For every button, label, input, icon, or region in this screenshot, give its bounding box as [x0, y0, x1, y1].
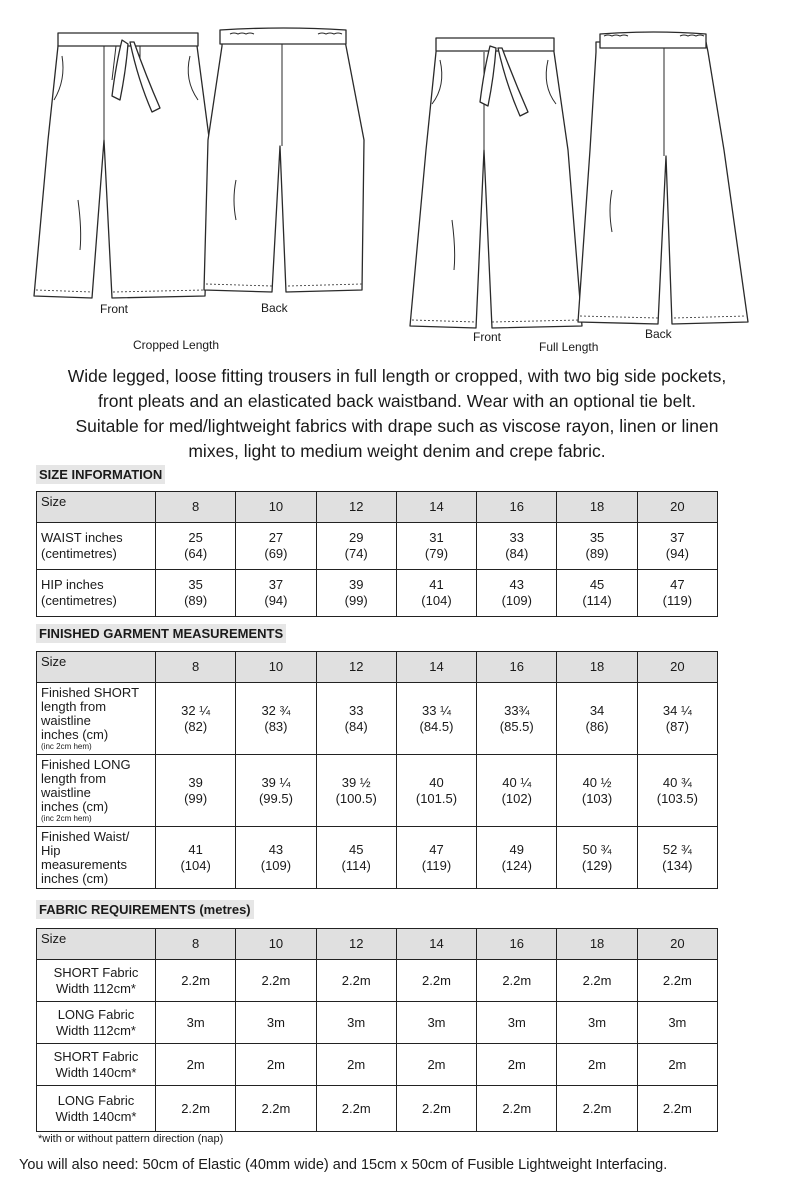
table-cell: 47 (119) — [396, 827, 476, 889]
table-cell: 3m — [316, 1002, 396, 1044]
table-cell: 41 (104) — [156, 827, 236, 889]
table-row — [37, 960, 718, 1002]
table-cell: 2.2m — [477, 960, 557, 1002]
row-label: Finished SHORT length from waistline inches (cm) (inc 2cm hem) — [37, 683, 156, 755]
table-cell: 3m — [156, 1002, 236, 1044]
full-back-caption: Back — [645, 327, 672, 341]
row-label: HIP inches (centimetres) — [37, 570, 156, 617]
full-length-caption: Full Length — [539, 340, 599, 354]
header-label: Size — [37, 492, 156, 523]
table-cell: 33 (84) — [477, 523, 557, 570]
full-front-caption: Front — [473, 330, 502, 344]
row-label: LONG Fabric Width 140cm* — [37, 1086, 156, 1132]
size-header: 8 — [156, 652, 236, 683]
size-header: 14 — [396, 492, 476, 523]
table-cell: 2m — [316, 1044, 396, 1086]
full-front-drawing — [410, 38, 582, 328]
size-header: 18 — [557, 652, 637, 683]
cropped-front-caption: Front — [100, 302, 129, 316]
table-cell: 34 ¼ (87) — [637, 683, 717, 755]
table-cell: 2.2m — [316, 1086, 396, 1132]
size-header: 12 — [316, 652, 396, 683]
header-label: Size — [37, 929, 156, 960]
table-cell: 34 (86) — [557, 683, 637, 755]
row-label: LONG Fabric Width 112cm* — [37, 1002, 156, 1044]
fabric-footnote: *with or without pattern direction (nap) — [38, 1133, 224, 1145]
row-label: Finished LONG length from waistline inches (cm) (inc 2cm hem) — [37, 755, 156, 827]
table-cell: 3m — [557, 1002, 637, 1044]
table-row — [37, 1086, 718, 1132]
table-header-row — [37, 652, 718, 683]
table-cell: 2.2m — [557, 1086, 637, 1132]
table-row — [37, 1044, 718, 1086]
table-cell: 45 (114) — [316, 827, 396, 889]
row-label: Finished Waist/ Hip measurements inches (cm) — [37, 827, 156, 889]
size-header: 20 — [637, 929, 717, 960]
table-cell: 41 (104) — [396, 570, 476, 617]
table-cell: 2.2m — [637, 960, 717, 1002]
table-cell: 50 ¾ (129) — [557, 827, 637, 889]
table-cell: 2m — [477, 1044, 557, 1086]
table-row — [37, 570, 718, 617]
table-cell: 37 (94) — [236, 570, 316, 617]
full-back-drawing — [578, 32, 748, 324]
table-cell: 29 (74) — [316, 523, 396, 570]
size-header: 12 — [316, 929, 396, 960]
table-cell: 45 (114) — [557, 570, 637, 617]
size-header: 16 — [477, 652, 557, 683]
size-header: 12 — [316, 492, 396, 523]
size-information-table — [36, 491, 718, 617]
table-cell: 2m — [156, 1044, 236, 1086]
size-header: 20 — [637, 492, 717, 523]
row-label: SHORT Fabric Width 112cm* — [37, 960, 156, 1002]
table-cell: 39 (99) — [316, 570, 396, 617]
table-cell: 33¾ (85.5) — [477, 683, 557, 755]
table-cell: 37 (94) — [637, 523, 717, 570]
product-description — [0, 364, 794, 464]
table-row — [37, 1002, 718, 1044]
table-row — [37, 827, 718, 889]
cropped-back-drawing — [204, 28, 364, 292]
table-cell: 32 ¼ (82) — [156, 683, 236, 755]
table-cell: 2.2m — [637, 1086, 717, 1132]
row-label: WAIST inches (centimetres) — [37, 523, 156, 570]
table-cell: 35 (89) — [557, 523, 637, 570]
table-cell: 43 (109) — [236, 827, 316, 889]
table-cell: 35 (89) — [156, 570, 236, 617]
description-line: mixes, light to medium weight denim and crepe fabric. — [188, 441, 606, 461]
table-cell: 2.2m — [396, 960, 476, 1002]
size-header: 16 — [477, 492, 557, 523]
table-cell: 2m — [557, 1044, 637, 1086]
table-cell: 49 (124) — [477, 827, 557, 889]
size-information-title: SIZE INFORMATION — [36, 465, 165, 484]
table-cell: 40 ¾ (103.5) — [637, 755, 717, 827]
table-cell: 52 ¾ (134) — [637, 827, 717, 889]
description-line: Wide legged, loose fitting trousers in full length or cropped, with two big side pockets, — [67, 366, 727, 386]
size-header: 10 — [236, 929, 316, 960]
row-label: SHORT Fabric Width 140cm* — [37, 1044, 156, 1086]
table-cell: 2m — [236, 1044, 316, 1086]
finished-measurements-table — [36, 651, 718, 889]
description-line: Suitable for med/lightweight fabrics with drape such as viscose rayon, linen or linen — [75, 416, 719, 436]
table-cell: 39 ½ (100.5) — [316, 755, 396, 827]
table-cell: 2.2m — [236, 960, 316, 1002]
notions-text: You will also need: 50cm of Elastic (40mm wide) and 15cm x 50cm of Fusible Lightweight Interfacing. — [19, 1157, 668, 1173]
fabric-requirements-table — [36, 928, 718, 1132]
table-cell: 2m — [637, 1044, 717, 1086]
table-cell: 3m — [637, 1002, 717, 1044]
finished-measurements-title: FINISHED GARMENT MEASUREMENTS — [36, 624, 286, 643]
cropped-length-caption: Cropped Length — [133, 338, 220, 352]
table-header-row — [37, 929, 718, 960]
table-cell: 3m — [236, 1002, 316, 1044]
table-cell: 27 (69) — [236, 523, 316, 570]
table-row — [37, 683, 718, 755]
table-cell: 2.2m — [396, 1086, 476, 1132]
size-header: 8 — [156, 929, 236, 960]
size-header: 10 — [236, 492, 316, 523]
table-cell: 33 (84) — [316, 683, 396, 755]
table-cell: 25 (64) — [156, 523, 236, 570]
size-header: 14 — [396, 652, 476, 683]
size-header: 18 — [557, 492, 637, 523]
table-cell: 47 (119) — [637, 570, 717, 617]
table-cell: 31 (79) — [396, 523, 476, 570]
table-cell: 32 ¾ (83) — [236, 683, 316, 755]
table-cell: 2.2m — [557, 960, 637, 1002]
table-cell: 2.2m — [156, 1086, 236, 1132]
size-header: 20 — [637, 652, 717, 683]
table-cell: 2.2m — [236, 1086, 316, 1132]
table-cell: 40 ½ (103) — [557, 755, 637, 827]
header-label: Size — [37, 652, 156, 683]
fabric-requirements-title: FABRIC REQUIREMENTS (metres) — [36, 900, 254, 919]
size-header: 18 — [557, 929, 637, 960]
size-header: 10 — [236, 652, 316, 683]
size-header: 14 — [396, 929, 476, 960]
table-row — [37, 755, 718, 827]
cropped-back-caption: Back — [261, 301, 288, 315]
table-cell: 2m — [396, 1044, 476, 1086]
table-cell: 39 ¼ (99.5) — [236, 755, 316, 827]
table-cell: 43 (109) — [477, 570, 557, 617]
table-cell: 2.2m — [156, 960, 236, 1002]
size-header: 8 — [156, 492, 236, 523]
table-cell: 2.2m — [316, 960, 396, 1002]
table-cell: 3m — [477, 1002, 557, 1044]
table-cell: 39 (99) — [156, 755, 236, 827]
size-header: 16 — [477, 929, 557, 960]
table-row — [37, 523, 718, 570]
table-cell: 40 ¼ (102) — [477, 755, 557, 827]
table-cell: 40 (101.5) — [396, 755, 476, 827]
description-line: front pleats and an elasticated back waistband. Wear with an optional tie belt. — [98, 391, 696, 411]
table-cell: 3m — [396, 1002, 476, 1044]
table-header-row — [37, 492, 718, 523]
cropped-front-drawing — [34, 33, 210, 298]
table-cell: 33 ¼ (84.5) — [396, 683, 476, 755]
table-cell: 2.2m — [477, 1086, 557, 1132]
